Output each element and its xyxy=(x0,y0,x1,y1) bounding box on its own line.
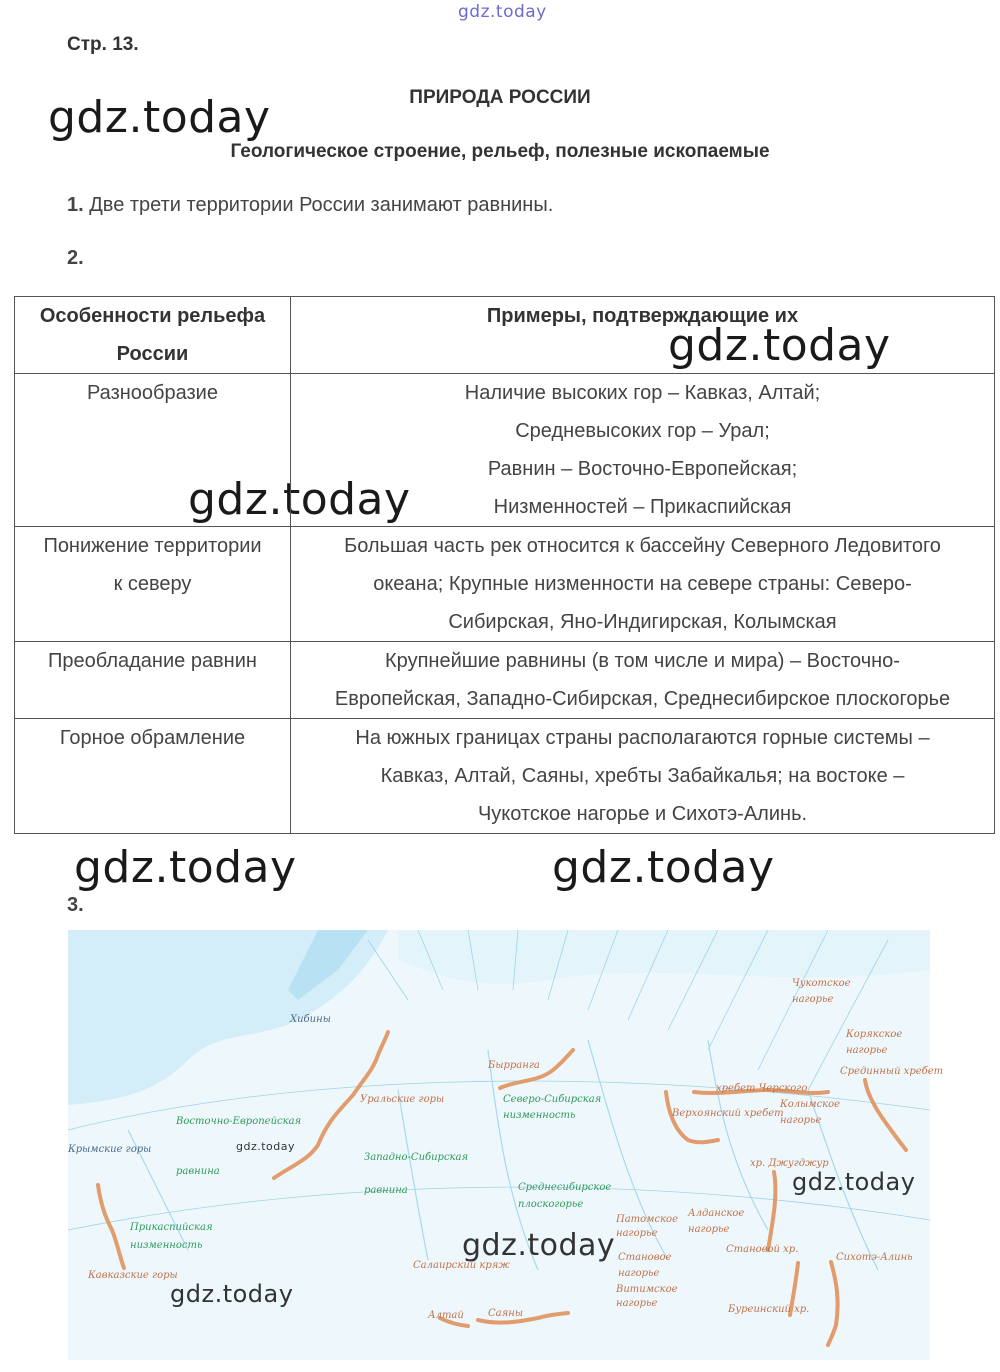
table-cell-feature: Горное обрамление xyxy=(15,719,291,834)
map-label: плоскогорье xyxy=(518,1199,584,1210)
map-label: Становой хр. xyxy=(726,1244,799,1255)
map-label: Саяны xyxy=(488,1308,523,1319)
watermark-top: gdz.today xyxy=(458,2,547,22)
map-label: Алтай xyxy=(428,1310,464,1321)
page-title: ПРИРОДА РОССИИ xyxy=(409,87,591,108)
watermark: gdz.today xyxy=(236,1140,296,1153)
map-label: нагорье xyxy=(616,1298,658,1309)
map-label: Сихотэ-Алинь xyxy=(836,1252,913,1263)
table-cell-feature: Преобладание равнин xyxy=(15,642,291,719)
watermark: gdz.today xyxy=(48,92,271,143)
map-label: нагорье xyxy=(846,1045,888,1056)
page-number: Стр. 13. xyxy=(67,34,139,55)
table-row xyxy=(15,719,995,834)
map-label: Среднесибирское xyxy=(518,1182,612,1193)
table-row xyxy=(15,642,995,719)
map-label: Кавказские горы xyxy=(88,1270,178,1281)
task-number: 2. xyxy=(67,247,84,269)
watermark: gdz.today xyxy=(792,1168,916,1196)
map-label: Корякское xyxy=(846,1029,903,1040)
task-number: 3. xyxy=(67,894,84,916)
map-label: Крымские горы xyxy=(68,1144,152,1155)
table-header-cell: Примеры, подтверждающие их xyxy=(291,297,995,374)
task-number: 1. xyxy=(67,194,84,216)
table-row xyxy=(15,374,995,527)
watermark: gdz.today xyxy=(668,320,891,371)
map-label: хребет Черского xyxy=(716,1083,808,1094)
map-label: Буреинский хр. xyxy=(728,1304,810,1315)
map-label: Срединный хребет xyxy=(840,1066,944,1077)
watermark: gdz.today xyxy=(170,1280,294,1308)
map-label: Чукотское xyxy=(792,978,851,989)
map-label: низменность xyxy=(130,1240,203,1251)
relief-table xyxy=(14,296,995,834)
table-cell-examples: Наличие высоких гор – Кавказ, Алтай; Средневысоких гор – Урал; Равнин – Восточно-Европейская; Низменностей – Прикаспийская xyxy=(291,374,995,527)
table-cell-examples: Крупнейшие равнины (в том числе и мира) – Восточно- Европейская, Западно-Сибирская, Среднесибирское плоскогорье xyxy=(291,642,995,719)
map-label: Колымское xyxy=(780,1099,841,1110)
task-1-text: Две трети территории России занимают равнины. xyxy=(89,194,554,216)
map-label: Верхоянский хребет xyxy=(672,1108,784,1119)
map-label: нагорье xyxy=(792,994,834,1005)
table-cell-examples: Большая часть рек относится к бассейну Северного Ледовитого океана; Крупные низменности на севере страны: Северо- Сибирская, Яно-Индигирская, Колымская xyxy=(291,527,995,642)
map-label: Витимское xyxy=(616,1284,678,1295)
table-header-cell: Особенности рельефа России xyxy=(15,297,291,374)
watermark: gdz.today xyxy=(462,1228,616,1263)
page-subtitle: Геологическое строение, рельеф, полезные ископаемые xyxy=(230,141,770,162)
map-label: хр. Джугджур xyxy=(750,1158,829,1169)
task-1 xyxy=(67,194,553,217)
table-cell-examples: На южных границах страны располагаются горные системы – Кавказ, Алтай, Саяны, хребты Забайкалья; на востоке – Чукотское нагорье и Сихотэ-Алинь. xyxy=(291,719,995,834)
table-row xyxy=(15,527,995,642)
table-cell-feature: Разнообразие xyxy=(15,374,291,527)
map-label: нагорье xyxy=(780,1115,822,1126)
map-label: Салаирский кряж xyxy=(413,1260,510,1271)
table-cell-feature: Понижение территории к северу xyxy=(15,527,291,642)
watermark: gdz.today xyxy=(552,842,775,893)
map-label: Уральские горы xyxy=(360,1094,445,1105)
map-label: нагорье xyxy=(616,1228,658,1239)
map-label: Алданское xyxy=(688,1208,745,1219)
map-label: Северо-Сибирская xyxy=(503,1094,602,1105)
map-label: Западно-Сибирская xyxy=(364,1152,469,1163)
map-label: низменность xyxy=(503,1110,576,1121)
map-label: Прикаспийская xyxy=(130,1222,213,1233)
watermark: gdz.today xyxy=(188,474,411,525)
map-label: Восточно-Европейская xyxy=(176,1116,302,1127)
map-label: равнина xyxy=(176,1166,220,1177)
map-label: Патомское xyxy=(616,1214,678,1225)
watermark: gdz.today xyxy=(74,842,297,893)
map-label: Хибины xyxy=(290,1014,331,1025)
map-label: нагорье xyxy=(688,1224,730,1235)
map-label: равнина xyxy=(364,1185,408,1196)
map-label: Бырранга xyxy=(488,1060,540,1071)
map-label: Становое xyxy=(618,1252,672,1263)
map-label: нагорье xyxy=(618,1268,660,1279)
table-header-row xyxy=(15,297,995,374)
